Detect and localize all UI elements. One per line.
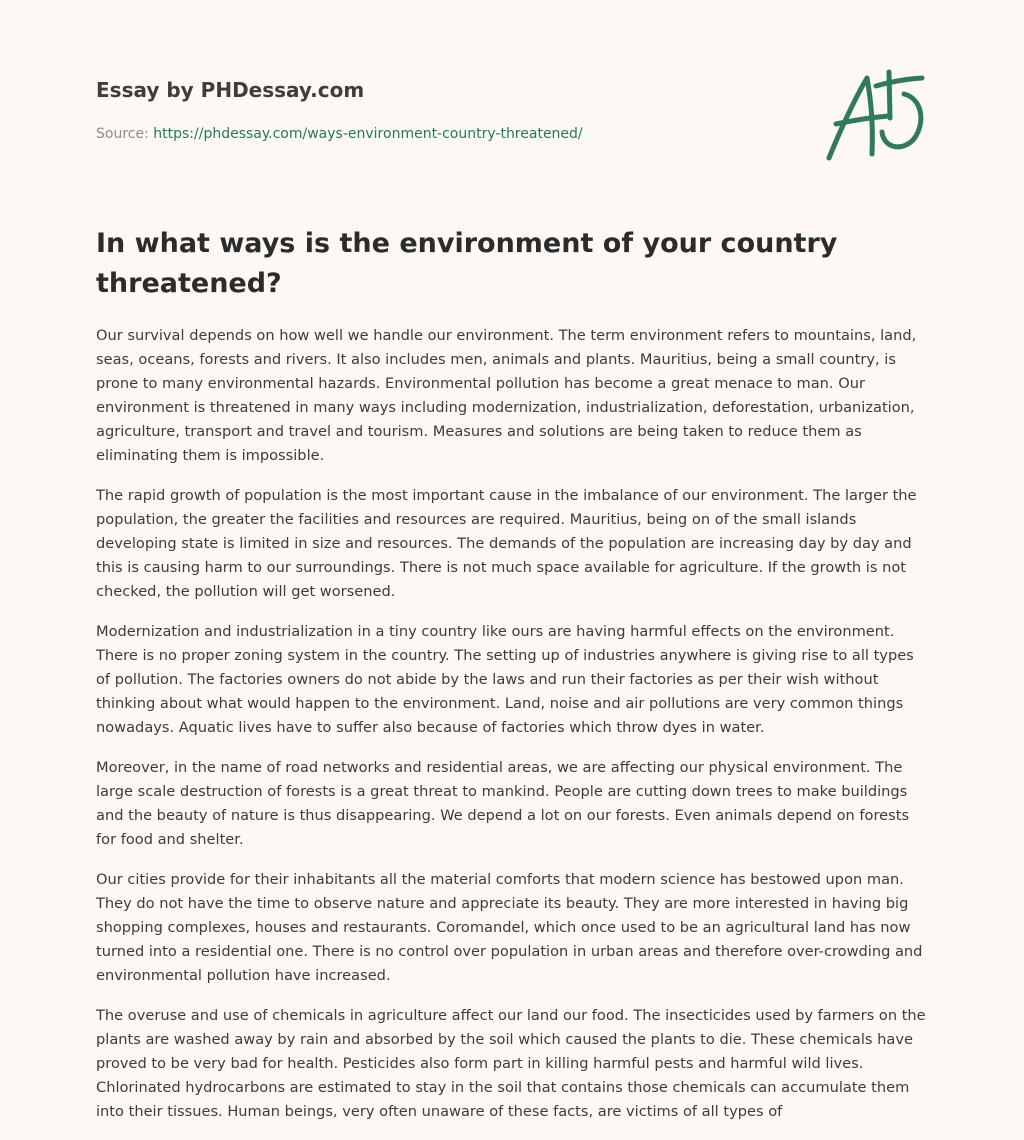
essay-header bbox=[96, 76, 736, 144]
essay-body bbox=[96, 324, 932, 1140]
site-title: Essay by PHDessay.com bbox=[96, 78, 365, 102]
source-label: Source: bbox=[96, 126, 149, 142]
essay-paragraph: The overuse and use of chemicals in agriculture affect our land our food. The insecticides used by farmers on the plants are washed away by rain and absorbed by the soil which caused the plants to die. These chemicals have proved to be very bad for health. Pesticides also form part in killing harmful pests and harmful wild lives. Chlorinated hydrocarbons are estimated to stay in the soil that contains those chemicals can accumulate them into their tissues. Human beings, very often unaware of these facts, are victims of all types of bbox=[96, 1007, 926, 1120]
essay-paragraph: Moreover, in the name of road networks and residential areas, we are affecting our physical environment. The large scale destruction of forests is a great threat to mankind. People are cutting down trees to make buildings and the beauty of nature is thus disappearing. We depend a lot on our forests. Even animals depend on forests for food and shelter. bbox=[96, 759, 910, 848]
essay-paragraph: Our survival depends on how well we handle our environment. The term environment refers to mountains, land, seas, oceans, forests and rivers. It also includes men, animals and plants. Mauritius, being a small country, is prone to many environmental hazards. Environmental pollution has become a great menace to man. Our environment is threatened in many ways including modernization, industrialization, deforestation, urbanization, agriculture, transport and travel and tourism. Measures and solutions are being taken to reduce them as eliminating them is impossible. bbox=[96, 327, 917, 464]
source-line bbox=[96, 124, 736, 144]
a-plus-logo-icon bbox=[820, 66, 930, 166]
essay-paragraph: The rapid growth of population is the most important cause in the imbalance of our environment. The larger the population, the greater the facilities and resources are required. Mauritius, being on of the small islands developing state is limited in size and resources. The demands of the population are increasing day by day and this is causing harm to our surroundings. There is not much space available for agriculture. If the growth is not checked, the pollution will get worsened. bbox=[96, 487, 917, 600]
essay-paragraph: Modernization and industrialization in a tiny country like ours are having harmful effects on the environment. There is no proper zoning system in the country. The setting up of industries anywhere is giving rise to all types of pollution. The factories owners do not abide by the laws and run their factories as per their wish without thinking about what would happen to the environment. Land, noise and air pollutions are very common things nowadays. Aquatic lives have to suffer also because of factories which throw dyes in water. bbox=[96, 623, 914, 736]
essay-paragraph: Our cities provide for their inhabitants all the material comforts that modern science has bestowed upon man. They do not have the time to observe nature and appreciate its beauty. They are more interested in having big shopping complexes, houses and restaurants. Coromandel, which once used to be an agricultural land has now turned into a residential one. There is no control over population in urban areas and therefore over-crowding and environmental pollution have increased. bbox=[96, 871, 923, 984]
source-link[interactable]: https://phdessay.com/ways-environment-country-threatened/ bbox=[153, 126, 583, 142]
essay-title: In what ways is the environment of your country threatened? bbox=[96, 228, 838, 299]
